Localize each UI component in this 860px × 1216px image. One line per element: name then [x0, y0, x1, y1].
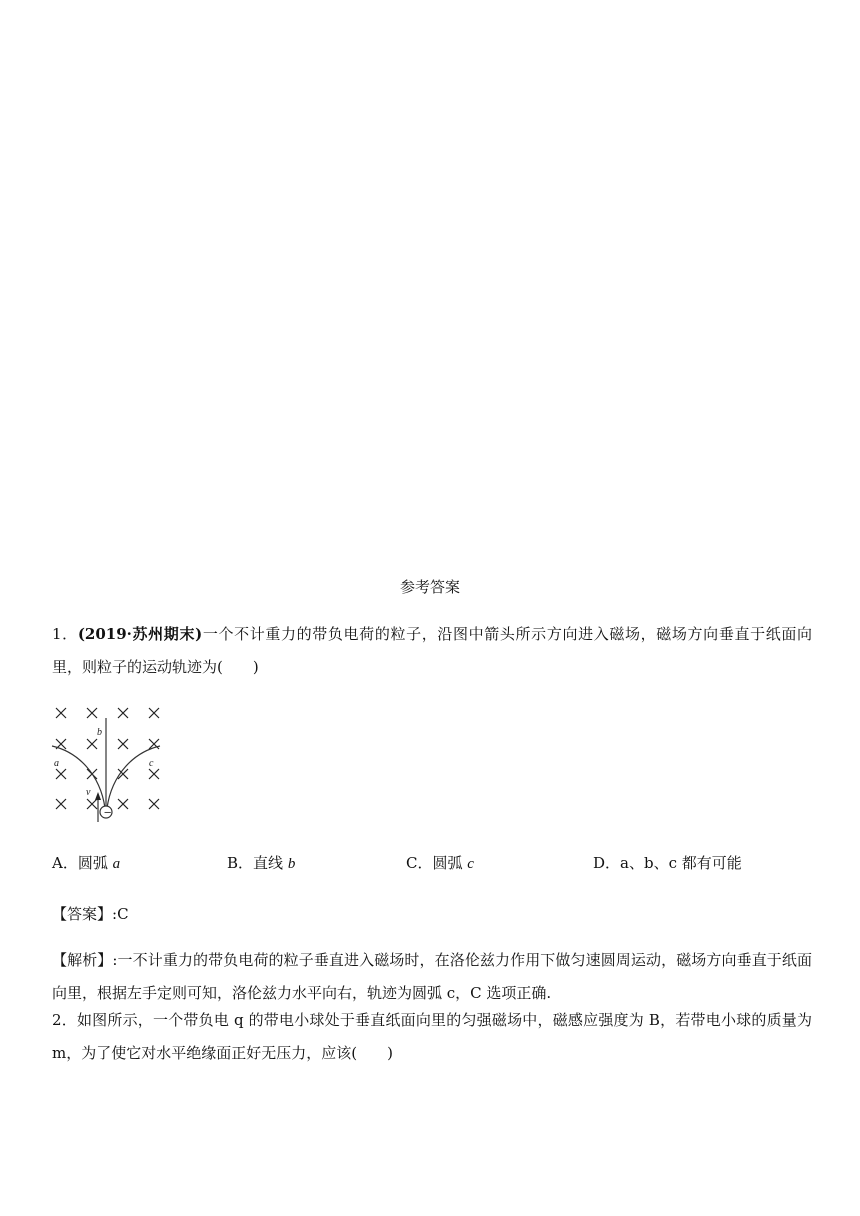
- cross-mark: [118, 708, 128, 718]
- option-c-letter: C．: [406, 854, 433, 872]
- question-2-text: 如图所示，一个带负电 q 的带电小球处于垂直纸面向里的匀强磁场中，磁感应强度为 B，若带电小球的质量为 m，为了使它对水平绝缘面正好无压力，应该( ): [52, 1011, 813, 1062]
- label-a: a: [54, 758, 59, 769]
- option-a: [52, 852, 120, 873]
- cross-mark: [87, 708, 97, 718]
- cross-mark: [149, 708, 159, 718]
- section-heading: 参考答案: [399, 578, 460, 596]
- question-1-source: (2019·苏州期末): [77, 625, 203, 643]
- question-2: [52, 1004, 812, 1070]
- cross-mark: [118, 799, 128, 809]
- cross-mark: [149, 799, 159, 809]
- answer-value: C: [117, 905, 129, 923]
- trajectory-c-arc: [107, 746, 160, 808]
- option-c-var: c: [467, 856, 474, 872]
- cross-mark: [87, 799, 97, 809]
- option-b: [227, 852, 295, 873]
- option-a-letter: A．: [52, 854, 78, 872]
- cross-mark: [149, 769, 159, 779]
- question-1-text: 一个不计重力的带负电荷的粒子，沿图中箭头所示方向进入磁场，磁场方向垂直于纸面向里，则粒子的运动轨迹为( ): [52, 625, 813, 676]
- analysis-label: 【解析】:: [52, 951, 118, 969]
- option-d-text: a、b、c 都有可能: [620, 854, 742, 872]
- question-1-number: 1．: [52, 625, 78, 643]
- label-v: v: [86, 787, 91, 798]
- question-2-number: 2．: [52, 1011, 77, 1029]
- analysis-text: 一不计重力的带负电荷的粒子垂直进入磁场时，在洛伦兹力作用下做匀速圆周运动，磁场方向垂直于纸面向里，根据左手定则可知，洛伦兹力水平向右，轨迹为圆弧 c，C 选项正确.: [52, 951, 812, 1002]
- cross-mark: [56, 799, 66, 809]
- option-a-text: 圆弧: [77, 854, 113, 872]
- cross-mark: [87, 739, 97, 749]
- cross-mark: [56, 708, 66, 718]
- velocity-arrow-head: [95, 792, 101, 800]
- question-1: [52, 618, 812, 684]
- option-d-letter: D．: [593, 854, 621, 872]
- analysis-paragraph: [52, 944, 812, 1010]
- answer-label: 【答案】:: [52, 905, 118, 923]
- cross-mark: [56, 769, 66, 779]
- charge-sign: −: [103, 807, 112, 819]
- option-a-var: a: [112, 856, 121, 872]
- label-b: b: [97, 727, 102, 738]
- option-b-letter: B．: [227, 854, 254, 872]
- option-c: [406, 852, 474, 873]
- option-b-text: 直线: [253, 854, 288, 872]
- cross-mark: [118, 739, 128, 749]
- question-1-options: [52, 852, 812, 876]
- magnetic-field-diagram: [48, 704, 168, 828]
- label-c: c: [149, 758, 154, 769]
- option-c-text: 圆弧: [432, 854, 468, 872]
- option-d: [593, 852, 742, 873]
- field-crosses: [56, 708, 159, 809]
- option-b-var: b: [287, 856, 296, 872]
- answer-line: [52, 898, 812, 931]
